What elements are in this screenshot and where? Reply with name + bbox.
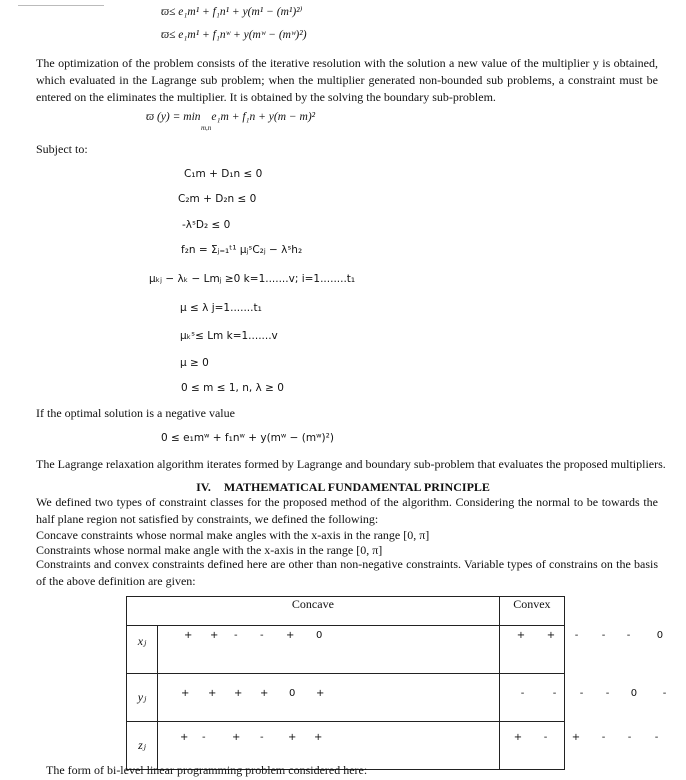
negative-equation: 0 ≤ e₁mʷ + f₁nʷ + y(mʷ − (mʷ)²) xyxy=(161,432,334,444)
concave-definition: Concave constraints whose normal make angles with the x-axis in the range [0, π] xyxy=(36,528,430,542)
sign: + xyxy=(314,732,323,743)
objective-lhs: ϖ (y) = min xyxy=(146,111,201,123)
sign: + xyxy=(286,630,295,641)
constraint-2: C₂m + D₂n ≤ 0 xyxy=(178,193,257,205)
constraint-3: -λˢD₂ ≤ 0 xyxy=(182,219,231,231)
constraint-type-table xyxy=(126,596,667,770)
section-heading xyxy=(0,480,686,495)
var-label: xⱼ xyxy=(137,634,147,648)
objective-equation xyxy=(146,111,315,123)
paragraph-optimization: The optimization of the problem consists of the iterative resolution with the solution a new value of the multiplier y is obtained, which evaluated in the Lagrange sub problem; when the multiplier generated non-bounded sub problems, a constraint must be entered on the eliminates the multiplier. It is obtained by the solving the boundary sub-problem. xyxy=(36,56,658,104)
sign: 0 xyxy=(630,688,638,699)
sign: 0 xyxy=(316,630,323,641)
sign: - xyxy=(626,630,631,641)
sign: - xyxy=(605,688,610,699)
var-label: yⱼ xyxy=(137,690,147,704)
sign: - xyxy=(601,630,606,641)
table-header-row xyxy=(127,597,565,626)
var-cell xyxy=(127,626,158,674)
sign: + xyxy=(260,688,269,699)
sign: - xyxy=(662,688,667,699)
var-cell xyxy=(127,674,158,722)
sign: - xyxy=(552,688,557,699)
sign: - xyxy=(627,732,632,743)
negative-value-text: If the optimal solution is a negative value xyxy=(36,406,235,420)
sign: - xyxy=(520,688,525,699)
equation-top-2: ϖ≤ e₁m¹ + f₁nʷ + y(mʷ − (mʷ)²) xyxy=(161,29,307,41)
sign: + xyxy=(513,732,523,743)
sign: 0 xyxy=(289,688,296,699)
sign: + xyxy=(210,630,219,641)
sign: - xyxy=(579,688,584,699)
sign: + xyxy=(208,688,217,699)
sign: + xyxy=(232,732,241,743)
var-label: zⱼ xyxy=(138,738,146,752)
convex-signs xyxy=(499,626,664,674)
concave-header: Concave xyxy=(127,597,500,626)
section-number: IV. xyxy=(196,480,211,494)
constraint-8: μ ≥ 0 xyxy=(180,357,209,369)
top-rule xyxy=(18,0,104,6)
section-paragraph: We defined two types of constraint classes for the proposed method of the algorithm. Considering the normal to be towards the half plane region not satisfied by constraints, we defined the following: xyxy=(36,495,658,526)
constraint-6: μ ≤ λ j=1.......t₁ xyxy=(180,302,262,314)
sign: - xyxy=(574,630,579,641)
convex-signs xyxy=(499,722,659,770)
sign: + xyxy=(180,732,189,743)
sign: + xyxy=(234,688,243,699)
constraint-4: f₂n = Σⱼ₌₁ᵗ¹ μⱼˢC₂ⱼ − λˢh₂ xyxy=(181,244,303,256)
sign: + xyxy=(316,688,325,699)
sign: 0 xyxy=(656,630,664,641)
concave-signs xyxy=(158,626,500,674)
constraint-7: μₖˢ≤ Lm k=1.......v xyxy=(180,330,278,342)
constraint-5: μₖⱼ − λₖ − Lmⱼ ≥0 k=1.......v; i=1........t₁ xyxy=(149,273,356,285)
subject-to-label: Subject to: xyxy=(36,142,88,156)
convex-signs xyxy=(499,674,667,722)
lagrange-text: The Lagrange relaxation algorithm iterates formed by Lagrange and boundary sub-problem that evaluates the proposed multipliers. xyxy=(36,457,666,471)
convex-header: Convex xyxy=(499,597,564,626)
objective-subscript: m,n xyxy=(201,124,212,132)
constraint-definition: Constraints whose normal make angle with the x-axis in the range [0, π] xyxy=(36,543,383,557)
sign: - xyxy=(260,732,264,743)
concave-signs xyxy=(158,674,500,722)
sign: + xyxy=(181,688,190,699)
sign: - xyxy=(234,630,238,641)
equation-top-1: ϖ≤ e₁m¹ + f₁n¹ + y(m¹ − (m¹)²⁾ xyxy=(161,6,303,18)
table-row xyxy=(127,674,565,722)
constraint-9: 0 ≤ m ≤ 1, n, λ ≥ 0 xyxy=(181,382,284,394)
sign: + xyxy=(546,630,556,641)
sign: + xyxy=(516,630,526,641)
table-row xyxy=(127,626,565,674)
sign: + xyxy=(571,732,581,743)
sign: + xyxy=(288,732,297,743)
section-title: MATHEMATICAL FUNDAMENTAL PRINCIPLE xyxy=(223,480,490,494)
sign: + xyxy=(184,630,193,641)
sign: - xyxy=(260,630,264,641)
convex-paragraph: Constraints and convex constraints defined here are other than non-negative constraints. Variable types of constrains on the basis of the above definition are given: xyxy=(36,557,658,588)
footer-text: The form of bi-level linear programming problem considered here: xyxy=(46,763,368,777)
sign: - xyxy=(202,732,206,743)
constraint-1: C₁m + D₁n ≤ 0 xyxy=(184,168,263,180)
objective-rhs: e₁m + f₁n + y(m − m)² xyxy=(211,111,316,123)
sign: - xyxy=(654,732,659,743)
sign: - xyxy=(601,732,606,743)
sign: - xyxy=(543,732,548,743)
